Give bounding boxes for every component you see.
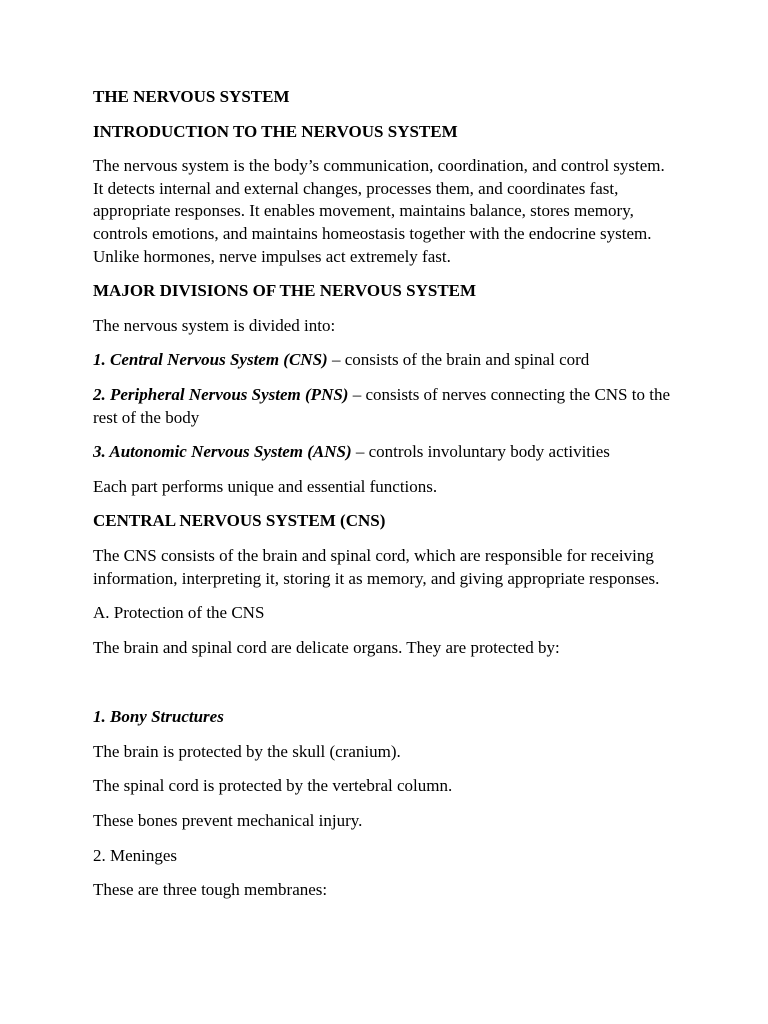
division-text: – consists of the brain and spinal cord	[327, 350, 590, 370]
division-item-cns	[93, 349, 678, 372]
division-label: 2. Peripheral Nervous System (PNS)	[93, 384, 349, 404]
bony-line-vertebral: The spinal cord is protected by the vertebral column.	[93, 776, 453, 796]
intro-heading: INTRODUCTION TO THE NERVOUS SYSTEM	[93, 121, 458, 141]
divisions-heading: MAJOR DIVISIONS OF THE NERVOUS SYSTEM	[93, 281, 477, 301]
divisions-intro: The nervous system is divided into:	[93, 315, 336, 335]
division-item-pns	[93, 384, 678, 429]
document-page	[93, 86, 678, 914]
document-title: THE NERVOUS SYSTEM	[93, 87, 290, 106]
division-text: – consists of nerves connecting the CNS to the rest of the body	[93, 384, 670, 427]
division-item-ans	[93, 441, 678, 464]
meninges-intro: These are three tough membranes:	[93, 880, 328, 900]
bony-line-injury: These bones prevent mechanical injury.	[93, 811, 363, 831]
division-label: 1. Central Nervous System (CNS)	[93, 350, 328, 370]
bony-structures-heading: 1. Bony Structures	[93, 707, 224, 727]
protection-intro: The brain and spinal cord are delicate organs. They are protected by:	[93, 637, 560, 657]
divisions-summary: Each part performs unique and essential functions.	[93, 476, 438, 496]
protection-heading: A. Protection of the CNS	[93, 603, 265, 623]
meninges-heading: 2. Meninges	[93, 845, 178, 865]
cns-heading: CENTRAL NERVOUS SYSTEM (CNS)	[93, 511, 386, 531]
intro-paragraph: The nervous system is the body’s communication, coordination, and control system. It detects internal and external changes, processes them, and coordinates fast, appropriate responses. It enables movement, maintains balance, stores memory, controls emotions, and maintains homeostasis together with the endocrine system. Unlike hormones, nerve impulses act extremely fast.	[93, 156, 665, 266]
bony-line-skull: The brain is protected by the skull (cranium).	[93, 741, 401, 761]
blank-line	[93, 671, 678, 706]
division-text: – controls involuntary body activities	[351, 442, 610, 462]
cns-paragraph: The CNS consists of the brain and spinal cord, which are responsible for receiving information, interpreting it, storing it as memory, and giving appropriate responses.	[93, 545, 660, 588]
division-label: 3. Autonomic Nervous System (ANS)	[93, 442, 352, 462]
